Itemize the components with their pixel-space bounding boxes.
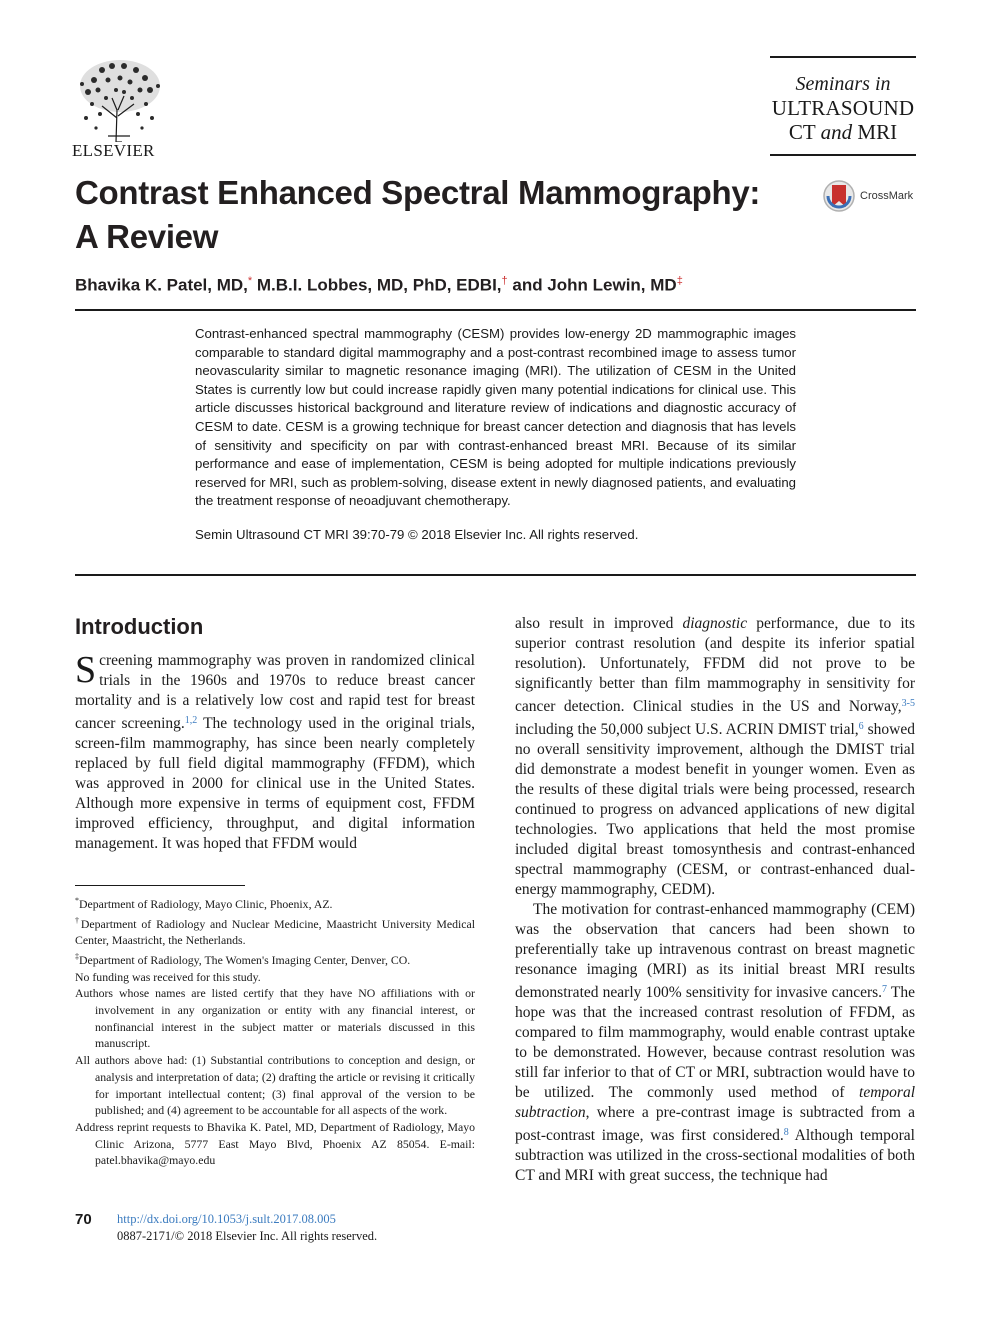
publisher-name: ELSEVIER <box>72 141 155 160</box>
footnote-divider <box>75 885 245 886</box>
crossmark-icon <box>822 179 856 213</box>
journal-title-line3: CT and MRI <box>788 120 898 144</box>
author-list <box>75 268 835 299</box>
journal-title-line2: ULTRASOUND <box>771 96 915 120</box>
footnote-funding: No funding was received for this study. <box>75 969 261 984</box>
crossmark-label: CrossMark <box>860 190 914 202</box>
copyright-notice: 0887-2171/© 2018 Elsevier Inc. All rights reserved. <box>117 1229 378 1243</box>
drop-cap: S <box>75 649 97 691</box>
footnote-affiliation: †Department of Radiology and Nuclear Medicine, Maastricht University Medical Center, Maastricht, the Netherlands. <box>75 915 475 948</box>
citation-link[interactable]: 3-5 <box>901 698 915 709</box>
footnote-contributions: All authors above had: (1) Substantial contributions to conception and design, or analysis and interpretation of data; (2) drafting the article or revising it critically for important intellectual content; (3) final approval of the version to be published; and (4) agreement to be accountable for all aspects of the work. <box>75 1053 475 1118</box>
citation-link[interactable]: 1,2 <box>184 715 198 726</box>
footnote-affiliation: *Department of Radiology, Mayo Clinic, Phoenix, AZ. <box>75 896 333 911</box>
article-title <box>75 171 795 259</box>
page-number: 70 <box>75 1211 92 1228</box>
footnote-reprint-address: Address reprint requests to Bhavika K. Patel, MD, Department of Radiology, Mayo Clinic Arizona, 5777 East Mayo Blvd, Phoenix AZ 85054. E-mail: patel.bhavika@mayo.edu <box>75 1119 475 1168</box>
body-paragraph: The motivation for contrast-enhanced mammography (CEM) was the observation that cancers had been shown to preferentially take up intravenous contrast on breast magnetic resonance imaging (MRI) as its initial breast MRI results demonstrated nearly 100% sensitivity for invasive cancers.$^7$ The hope was that the increased contrast resolution of FFDM, as compared to film mammography, would enable contrast uptake to be demonstrated. However, because contrast resolution was still far inferior to that of CT or MRI, subtraction would have to be utilized. The commonly used method of temporal subtraction, where a pre-contrast image is subtracted from a post-contrast image, was first considered.$^8$ Although temporal subtraction was utilized in the cross-sectional modalities of both CT and MRI with great success, the technique had <box>515 901 915 1184</box>
footnote-affiliation: ‡Department of Radiology, The Women's Imaging Center, Denver, CO. <box>75 951 411 967</box>
body-column-left <box>75 651 475 854</box>
footnotes <box>75 893 475 1169</box>
journal-citation: Semin Ultrasound CT MRI 39:70-79 © 2018 Elsevier Inc. All rights reserved. <box>195 527 639 542</box>
article-title-line1: Contrast Enhanced Spectral Mammography: <box>75 174 761 211</box>
author-affiliation-mark[interactable]: ‡ <box>676 275 683 287</box>
author-name: M.B.I. Lobbes, MD, PhD, EDBI, <box>252 275 502 295</box>
abstract: Contrast-enhanced spectral mammography (CESM) provides low-energy 2D mammographic images comparable to standard digital mammography and a post-contrast recombined image to assess tumor neovascularity similar to magnetic resonance imaging (MRI). The utilization of CESM in the United States is currently low but could increase rapidly given many potential indications for clinical use. This article discusses historical background and literature review of indications and diagnostic accuracy of CESM to date. CESM is a growing technique for breast cancer detection and diagnosis that has levels of sensitivity and specificity on par with contrast-enhanced breast MRI. Because of its similar performance and ease of implementation, CESM is being adopted for multiple indications previously reserved for MRI, such as problem-solving, disease extent in newly diagnosed patients, and evaluating the treatment response of neoadjuvant chemotherapy. <box>195 326 796 509</box>
author-name: Bhavika K. Patel, MD, <box>75 275 248 295</box>
abstract-divider <box>75 574 916 576</box>
author-affiliation-mark[interactable]: † <box>501 275 508 287</box>
crossmark-badge[interactable] <box>822 179 913 213</box>
citation-link[interactable]: 8 <box>783 1127 789 1138</box>
body-column-right <box>515 614 915 1186</box>
author-name: and John Lewin, MD <box>507 275 677 295</box>
citation-link[interactable]: 6 <box>858 721 864 732</box>
body-paragraph: Screening mammography was proven in randomized clinical trials in the 1960s and 1970s to reduce breast cancer mortality and is a relatively low cost and rapid test for breast cancer screening.$^{1,2}$ The technology used in the original trials, screen-film mammography, has since been nearly completely replaced by full field digital mammography (FFDM), which was approved in 2000 for clinical use in the United States. Although more expensive in terms of equipment cost, FFDM improved efficiency, throughput, and digital information management. It was hoped that FFDM would <box>75 649 475 852</box>
article-title-line2: A Review <box>75 218 219 255</box>
author-affiliation-mark[interactable]: * <box>247 275 253 287</box>
footnote-disclosure: Authors whose names are listed certify that they have NO affiliations with or involvement in any organization or entity with any financial interest, or nonfinancial interest in the subject matter or materials discussed in this manuscript. <box>75 986 475 1051</box>
section-heading-introduction: Introduction <box>75 614 204 639</box>
body-paragraph: also result in improved diagnostic performance, due to its superior contrast resolution (and despite its inferior spatial resolution). Unfortunately, FFDM did not prove to be significantly better than film mammography in sensitivity for cancer detection. Clinical studies in the US and Norway,$^{3-5}$ including the 50,000 subject U.S. ACRIN DMIST trial,$^6$ showed no overall sensitivity improvement, although the DMIST trial did demonstrate a modest benefit in younger women. Even as the results of these digital trials were being processed, research continued to progress on advanced applications of new digital technologies. Two applications that held the most promise included digital breast tomosynthesis and contrast-enhanced spectral mammography (CESM, or contrast-enhanced dual-energy mammography, CEDM). <box>515 615 915 898</box>
header-divider <box>75 309 916 311</box>
doi-link[interactable]: http://dx.doi.org/10.1053/j.sult.2017.08.005 <box>117 1212 336 1226</box>
journal-title-line1: Seminars in <box>795 73 891 95</box>
journal-title <box>770 56 916 156</box>
citation-link[interactable]: 7 <box>882 984 888 995</box>
